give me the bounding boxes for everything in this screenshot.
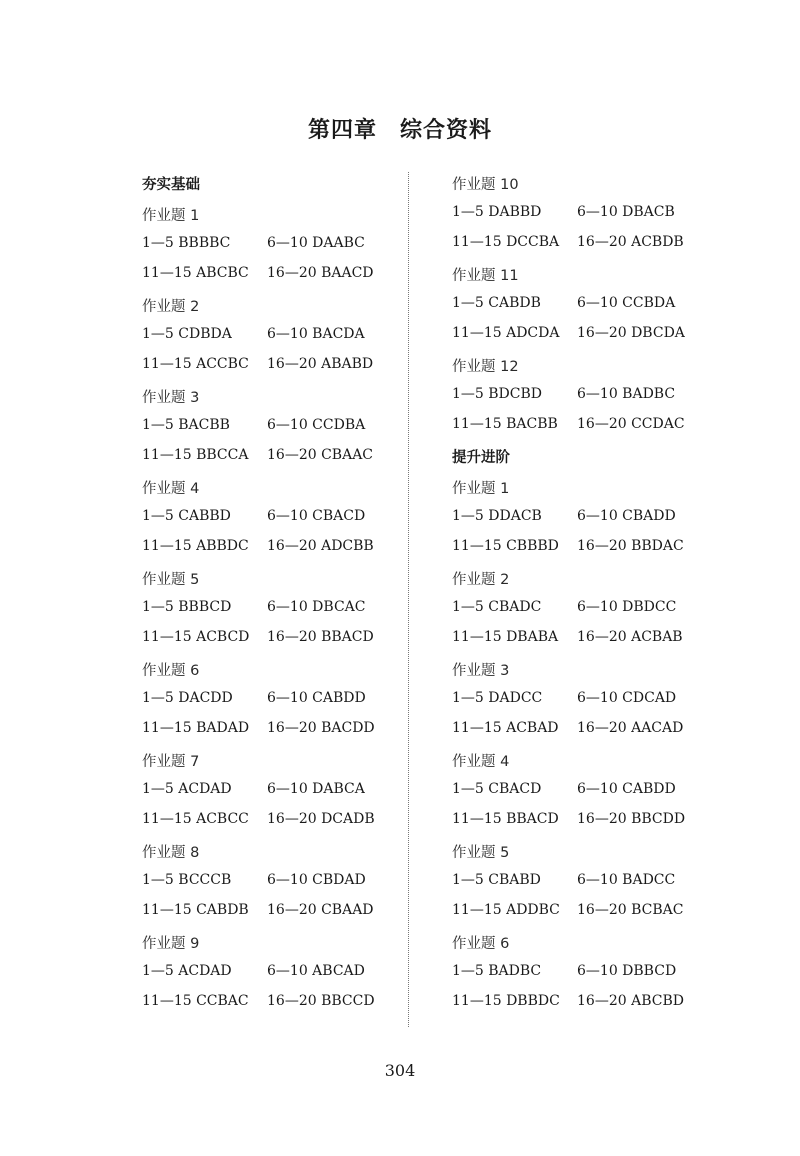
- answer-row: [452, 986, 712, 1016]
- answer-row: [142, 986, 402, 1016]
- answer-row: [142, 956, 402, 986]
- homework-heading: 作业题 6: [142, 663, 200, 679]
- left-groups: [142, 204, 402, 1016]
- answer-range: 16—20 BBCCD: [267, 993, 375, 1009]
- section-heading-basic: 夯实基础: [142, 177, 200, 193]
- homework-heading: 作业题 3: [452, 663, 510, 679]
- answer-row: [452, 683, 712, 713]
- answer-range: 6—10 DBBCD: [577, 963, 677, 979]
- answer-range: 16—20 CBAAD: [267, 902, 374, 918]
- answer-row: [142, 774, 402, 804]
- answer-range: 1—5 ACDAD: [142, 963, 232, 979]
- answer-row: [452, 956, 712, 986]
- answer-range: 11—15 BBCCA: [142, 447, 249, 463]
- homework-group: [142, 568, 402, 652]
- homework-group: [142, 841, 402, 925]
- answer-range: 11—15 ACBAD: [452, 720, 559, 736]
- homework-group: [452, 932, 712, 1016]
- answer-row: [452, 501, 712, 531]
- answer-range: 16—20 BCBAC: [577, 902, 684, 918]
- answer-range: 1—5 DDACB: [452, 508, 542, 524]
- answer-range: 6—10 CBADD: [577, 508, 676, 524]
- answer-row: [142, 319, 402, 349]
- answer-range: 1—5 BBBBC: [142, 235, 231, 251]
- homework-heading: 作业题 4: [142, 481, 200, 497]
- homework-heading: 作业题 10: [452, 177, 519, 193]
- answer-range: 1—5 BACBB: [142, 417, 230, 433]
- answer-range: 1—5 CDBDA: [142, 326, 232, 342]
- answer-row: [142, 622, 402, 652]
- answer-row: [452, 622, 712, 652]
- homework-group: [142, 750, 402, 834]
- homework-heading: 作业题 3: [142, 390, 200, 406]
- answer-range: 16—20 BBACD: [267, 629, 374, 645]
- homework-heading: 作业题 7: [142, 754, 200, 770]
- answer-row: [142, 501, 402, 531]
- answer-range: 11—15 BADAD: [142, 720, 250, 736]
- answer-row: [142, 440, 402, 470]
- answer-row: [142, 865, 402, 895]
- answer-range: 16—20 CCDAC: [577, 416, 685, 432]
- answer-row: [452, 409, 712, 439]
- answer-row: [142, 258, 402, 288]
- right-column: [452, 166, 712, 1016]
- answer-range: 6—10 DBCAC: [267, 599, 366, 615]
- homework-heading: 作业题 5: [142, 572, 200, 588]
- answer-range: 6—10 CBDAD: [267, 872, 366, 888]
- answer-row: [142, 895, 402, 925]
- homework-group: [452, 477, 712, 561]
- answer-row: [142, 349, 402, 379]
- section-heading-advanced: 提升进阶: [452, 450, 510, 466]
- answer-range: 16—20 ADCBB: [267, 538, 374, 554]
- answer-range: 1—5 CBABD: [452, 872, 541, 888]
- homework-group: [142, 932, 402, 1016]
- homework-heading: 作业题 8: [142, 845, 200, 861]
- answer-range: 11—15 ACBCC: [142, 811, 249, 827]
- answer-range: 16—20 ACBAB: [577, 629, 683, 645]
- answer-range: 11—15 CBBBD: [452, 538, 559, 554]
- homework-heading: 作业题 9: [142, 936, 200, 952]
- homework-heading: 作业题 2: [452, 572, 510, 588]
- answer-range: 11—15 ABBDC: [142, 538, 249, 554]
- homework-group: [142, 477, 402, 561]
- answer-range: 6—10 BADBC: [577, 386, 676, 402]
- answer-row: [452, 197, 712, 227]
- answer-range: 1—5 BCCCB: [142, 872, 232, 888]
- answer-range: 16—20 BBDAC: [577, 538, 684, 554]
- answer-row: [142, 410, 402, 440]
- answer-range: 6—10 ABCAD: [267, 963, 365, 979]
- answer-row: [452, 774, 712, 804]
- answer-range: 16—20 DBCDA: [577, 325, 685, 341]
- answer-range: 11—15 ADCDA: [452, 325, 560, 341]
- homework-group: [142, 386, 402, 470]
- homework-group: [452, 264, 712, 348]
- answer-range: 11—15 ADDBC: [452, 902, 560, 918]
- answer-range: 1—5 DABBD: [452, 204, 542, 220]
- answer-range: 11—15 ACBCD: [142, 629, 250, 645]
- left-column: [142, 166, 402, 1016]
- answer-row: [452, 713, 712, 743]
- answer-row: [452, 592, 712, 622]
- answer-row: [142, 713, 402, 743]
- answer-row: [452, 227, 712, 257]
- homework-group: [452, 841, 712, 925]
- homework-group: [142, 204, 402, 288]
- answer-range: 16—20 AACAD: [577, 720, 684, 736]
- homework-heading: 作业题 5: [452, 845, 510, 861]
- answer-range: 16—20 ABABD: [267, 356, 374, 372]
- answer-range: 16—20 CBAAC: [267, 447, 374, 463]
- homework-group: [452, 659, 712, 743]
- answer-range: 1—5 ACDAD: [142, 781, 232, 797]
- answer-range: 1—5 CABDB: [452, 295, 541, 311]
- answer-row: [452, 318, 712, 348]
- answer-range: 6—10 DBDCC: [577, 599, 677, 615]
- answer-row: [452, 895, 712, 925]
- answer-range: 1—5 DACDD: [142, 690, 233, 706]
- page-number: 304: [384, 1061, 416, 1080]
- answer-row: [142, 228, 402, 258]
- answer-range: 11—15 DCCBA: [452, 234, 560, 250]
- answer-range: 1—5 CABBD: [142, 508, 231, 524]
- answer-row: [142, 683, 402, 713]
- homework-heading: 作业题 1: [142, 208, 200, 224]
- answer-range: 11—15 ABCBC: [142, 265, 249, 281]
- answer-range: 11—15 BBACD: [452, 811, 559, 827]
- homework-heading: 作业题 6: [452, 936, 510, 952]
- answer-row: [452, 379, 712, 409]
- answer-row: [452, 288, 712, 318]
- homework-heading: 作业题 11: [452, 268, 519, 284]
- answer-range: 16—20 BBCDD: [577, 811, 686, 827]
- answer-range: 11—15 DBBDC: [452, 993, 560, 1009]
- homework-group: [142, 295, 402, 379]
- answer-range: 16—20 ACBDB: [577, 234, 684, 250]
- answer-range: 1—5 CBADC: [452, 599, 542, 615]
- answer-range: 6—10 CBACD: [267, 508, 366, 524]
- answer-row: [142, 592, 402, 622]
- homework-heading: 作业题 1: [452, 481, 510, 497]
- answer-range: 6—10 BACDA: [267, 326, 365, 342]
- answer-range: 16—20 BAACD: [267, 265, 374, 281]
- answer-range: 11—15 BACBB: [452, 416, 558, 432]
- answer-range: 6—10 DABCA: [267, 781, 365, 797]
- answer-row: [452, 804, 712, 834]
- answer-range: 16—20 ABCBD: [577, 993, 684, 1009]
- homework-group: [452, 173, 712, 257]
- answer-range: 6—10 DAABC: [267, 235, 365, 251]
- answer-range: 1—5 BBBCD: [142, 599, 232, 615]
- right-groups-top: [452, 173, 712, 439]
- answer-range: 6—10 CCDBA: [267, 417, 366, 433]
- homework-group: [452, 568, 712, 652]
- answer-row: [452, 865, 712, 895]
- answer-range: 1—5 DADCC: [452, 690, 543, 706]
- answer-range: 1—5 BADBC: [452, 963, 542, 979]
- chapter-title: 第四章 综合资料: [307, 118, 492, 143]
- homework-group: [452, 750, 712, 834]
- homework-group: [452, 355, 712, 439]
- answer-range: 6—10 CABDD: [577, 781, 676, 797]
- answer-range: 6—10 CABDD: [267, 690, 366, 706]
- answer-range: 16—20 DCADB: [267, 811, 375, 827]
- answer-range: 11—15 DBABA: [452, 629, 559, 645]
- answer-row: [142, 531, 402, 561]
- homework-heading: 作业题 2: [142, 299, 200, 315]
- answer-range: 6—10 DBACB: [577, 204, 675, 220]
- homework-group: [142, 659, 402, 743]
- answer-range: 1—5 BDCBD: [452, 386, 543, 402]
- column-divider: [408, 172, 409, 1027]
- answer-range: 11—15 ACCBC: [142, 356, 249, 372]
- right-groups: [452, 477, 712, 1016]
- homework-heading: 作业题 12: [452, 359, 519, 375]
- answer-range: 6—10 CCBDA: [577, 295, 676, 311]
- answer-range: 6—10 BADCC: [577, 872, 676, 888]
- answer-range: 6—10 CDCAD: [577, 690, 677, 706]
- homework-heading: 作业题 4: [452, 754, 510, 770]
- answer-row: [452, 531, 712, 561]
- answer-range: 11—15 CABDB: [142, 902, 249, 918]
- answer-range: 16—20 BACDD: [267, 720, 375, 736]
- answer-range: 11—15 CCBAC: [142, 993, 249, 1009]
- answer-row: [142, 804, 402, 834]
- answer-range: 1—5 CBACD: [452, 781, 542, 797]
